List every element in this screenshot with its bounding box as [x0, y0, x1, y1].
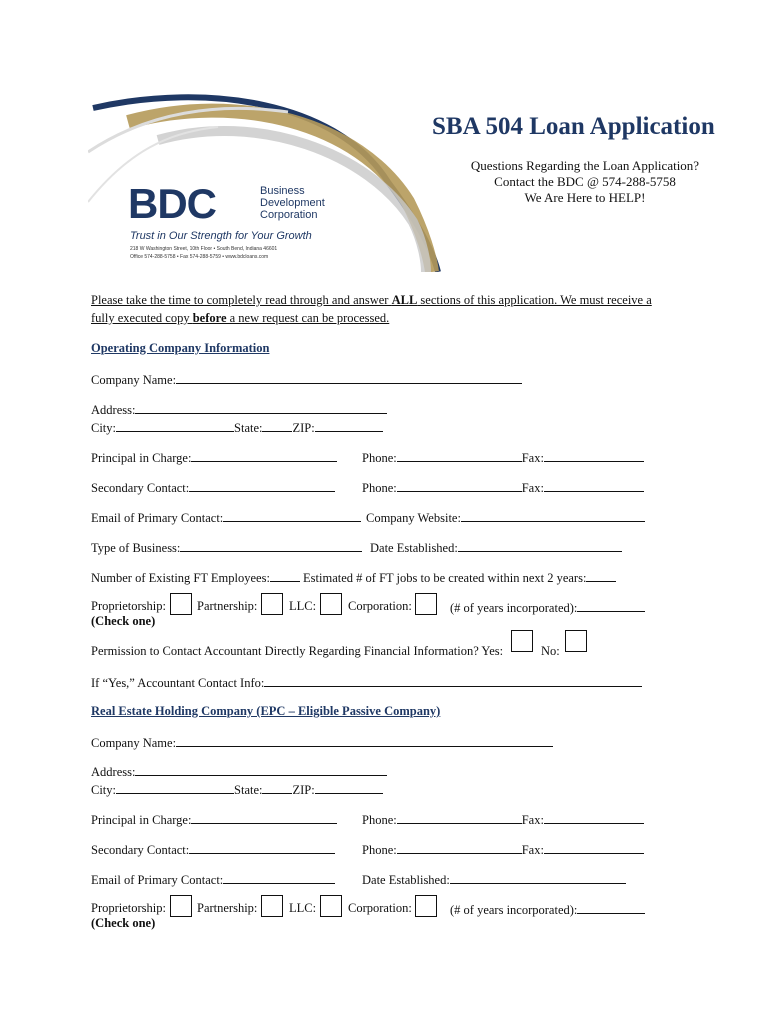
op-principal-fax-field[interactable] — [544, 449, 644, 462]
re-company-name-row: Company Name: — [91, 734, 553, 751]
re-email-field[interactable] — [223, 871, 335, 884]
op-years-incorporated-row: (# of years incorporated): — [450, 599, 645, 616]
op-accountant-row: If “Yes,” Accountant Contact Info: — [91, 674, 642, 691]
re-secondary-row: Secondary Contact: — [91, 841, 335, 858]
re-address-field[interactable] — [135, 763, 387, 776]
op-corporation-label: Corporation: — [348, 599, 412, 613]
re-principal-field[interactable] — [191, 811, 337, 824]
re-years-incorporated-field[interactable] — [577, 901, 645, 914]
operating-heading: Operating Company Information — [91, 341, 270, 355]
op-company-name-row: Company Name: — [91, 371, 522, 388]
op-email-field[interactable] — [223, 509, 361, 522]
logo-name: Business Development Corporation — [260, 185, 325, 221]
re-address-row: Address: — [91, 763, 387, 780]
re-partnership-checkbox[interactable] — [261, 895, 283, 917]
op-partnership-label: Partnership: — [197, 599, 258, 613]
op-principal-phone-row: Phone: Fax: — [362, 449, 644, 466]
re-llc-label: LLC: — [289, 901, 317, 915]
op-llc-label: LLC: — [289, 599, 317, 613]
re-secondary-fax-field[interactable] — [544, 841, 644, 854]
re-principal-phone-field[interactable] — [397, 811, 522, 824]
re-principal-fax-field[interactable] — [544, 811, 644, 824]
op-permission-no-label: No: — [541, 644, 560, 658]
logo-abbrev: BDC — [128, 180, 216, 227]
op-company-name-field[interactable] — [176, 371, 522, 384]
op-secondary-field[interactable] — [189, 479, 335, 492]
op-state-field[interactable] — [262, 419, 292, 432]
real-estate-heading: Real Estate Holding Company (EPC – Eligible Passive Company) — [91, 704, 441, 718]
op-city-row: City: State: ZIP: — [91, 419, 383, 436]
re-secondary-phone-field[interactable] — [397, 841, 522, 854]
bdc-logo — [88, 92, 448, 272]
op-permission-yes-checkbox[interactable] — [511, 630, 533, 652]
op-principal-row: Principal in Charge: — [91, 449, 337, 466]
op-secondary-phone-row: Phone: Fax: — [362, 479, 644, 496]
re-proprietorship-label: Proprietorship: — [91, 901, 166, 915]
op-proprietorship-checkbox[interactable] — [170, 593, 192, 615]
contact-block — [440, 158, 730, 206]
op-principal-field[interactable] — [191, 449, 337, 462]
op-accountant-field[interactable] — [264, 674, 642, 687]
op-jobs-field[interactable] — [586, 569, 616, 582]
op-date-established-field[interactable] — [458, 539, 622, 552]
intro-line-1: Please take the time to completely read through and answer ALL sections of this application. We must receive a — [91, 293, 652, 307]
re-partnership-label: Partnership: — [197, 901, 258, 915]
re-llc-checkbox[interactable] — [320, 895, 342, 917]
re-check-one: (Check one) — [91, 916, 156, 930]
intro-line-2: fully executed copy before a new request can be processed. — [91, 311, 390, 325]
op-years-incorporated-field[interactable] — [577, 599, 645, 612]
op-email-row: Email of Primary Contact: — [91, 509, 361, 526]
re-years-incorporated-row: (# of years incorporated): — [450, 901, 645, 918]
re-city-field[interactable] — [116, 781, 234, 794]
re-company-name-field[interactable] — [176, 734, 553, 747]
logo-address: 218 W Washington Street, 10th Floor • South Bend, Indiana 46601 — [130, 246, 278, 252]
op-address-field[interactable] — [135, 401, 387, 414]
re-date-established-row: Date Established: — [362, 871, 626, 888]
op-employees-row: Number of Existing FT Employees: Estimated # of FT jobs to be created within next 2 years: — [91, 569, 616, 586]
op-permission-label: Permission to Contact Accountant Directly Regarding Financial Information? Yes: — [91, 644, 504, 658]
op-website-field[interactable] — [461, 509, 645, 522]
op-permission-no-checkbox[interactable] — [565, 630, 587, 652]
re-email-row: Email of Primary Contact: — [91, 871, 335, 888]
re-proprietorship-checkbox[interactable] — [170, 895, 192, 917]
op-corporation-checkbox[interactable] — [415, 593, 437, 615]
op-city-field[interactable] — [116, 419, 234, 432]
re-zip-field[interactable] — [315, 781, 383, 794]
op-llc-checkbox[interactable] — [320, 593, 342, 615]
re-secondary-field[interactable] — [189, 841, 335, 854]
re-corporation-label: Corporation: — [348, 901, 412, 915]
op-business-type-field[interactable] — [180, 539, 362, 552]
logo-tagline: Trust in Our Strength for Your Growth — [130, 230, 312, 242]
op-secondary-phone-field[interactable] — [397, 479, 522, 492]
op-zip-field[interactable] — [315, 419, 383, 432]
op-proprietorship-label: Proprietorship: — [91, 599, 166, 613]
re-state-field[interactable] — [262, 781, 292, 794]
op-principal-phone-field[interactable] — [397, 449, 522, 462]
contact-line-1: Questions Regarding the Loan Application? — [470, 158, 700, 173]
contact-line-2: Contact the BDC @ 574-288-5758 — [494, 174, 676, 189]
re-principal-phone-row: Phone: Fax: — [362, 811, 644, 828]
op-address-row: Address: — [91, 401, 387, 418]
op-secondary-row: Secondary Contact: — [91, 479, 335, 496]
op-check-one: (Check one) — [91, 614, 156, 628]
re-secondary-phone-row: Phone: Fax: — [362, 841, 644, 858]
re-corporation-checkbox[interactable] — [415, 895, 437, 917]
op-employees-field[interactable] — [270, 569, 300, 582]
re-principal-row: Principal in Charge: — [91, 811, 337, 828]
contact-line-3: We Are Here to HELP! — [524, 190, 646, 205]
op-date-established-row: Date Established: — [370, 539, 622, 556]
re-date-established-field[interactable] — [450, 871, 626, 884]
page-title: SBA 504 Loan Application — [432, 113, 715, 140]
op-partnership-checkbox[interactable] — [261, 593, 283, 615]
op-business-type-row: Type of Business: — [91, 539, 362, 556]
logo-contact: Office 574-288-5758 • Fax 574-288-5759 • www.bdcloans.com — [130, 254, 269, 260]
op-secondary-fax-field[interactable] — [544, 479, 644, 492]
re-city-row: City: State: ZIP: — [91, 781, 383, 798]
op-website-row: Company Website: — [366, 509, 645, 526]
